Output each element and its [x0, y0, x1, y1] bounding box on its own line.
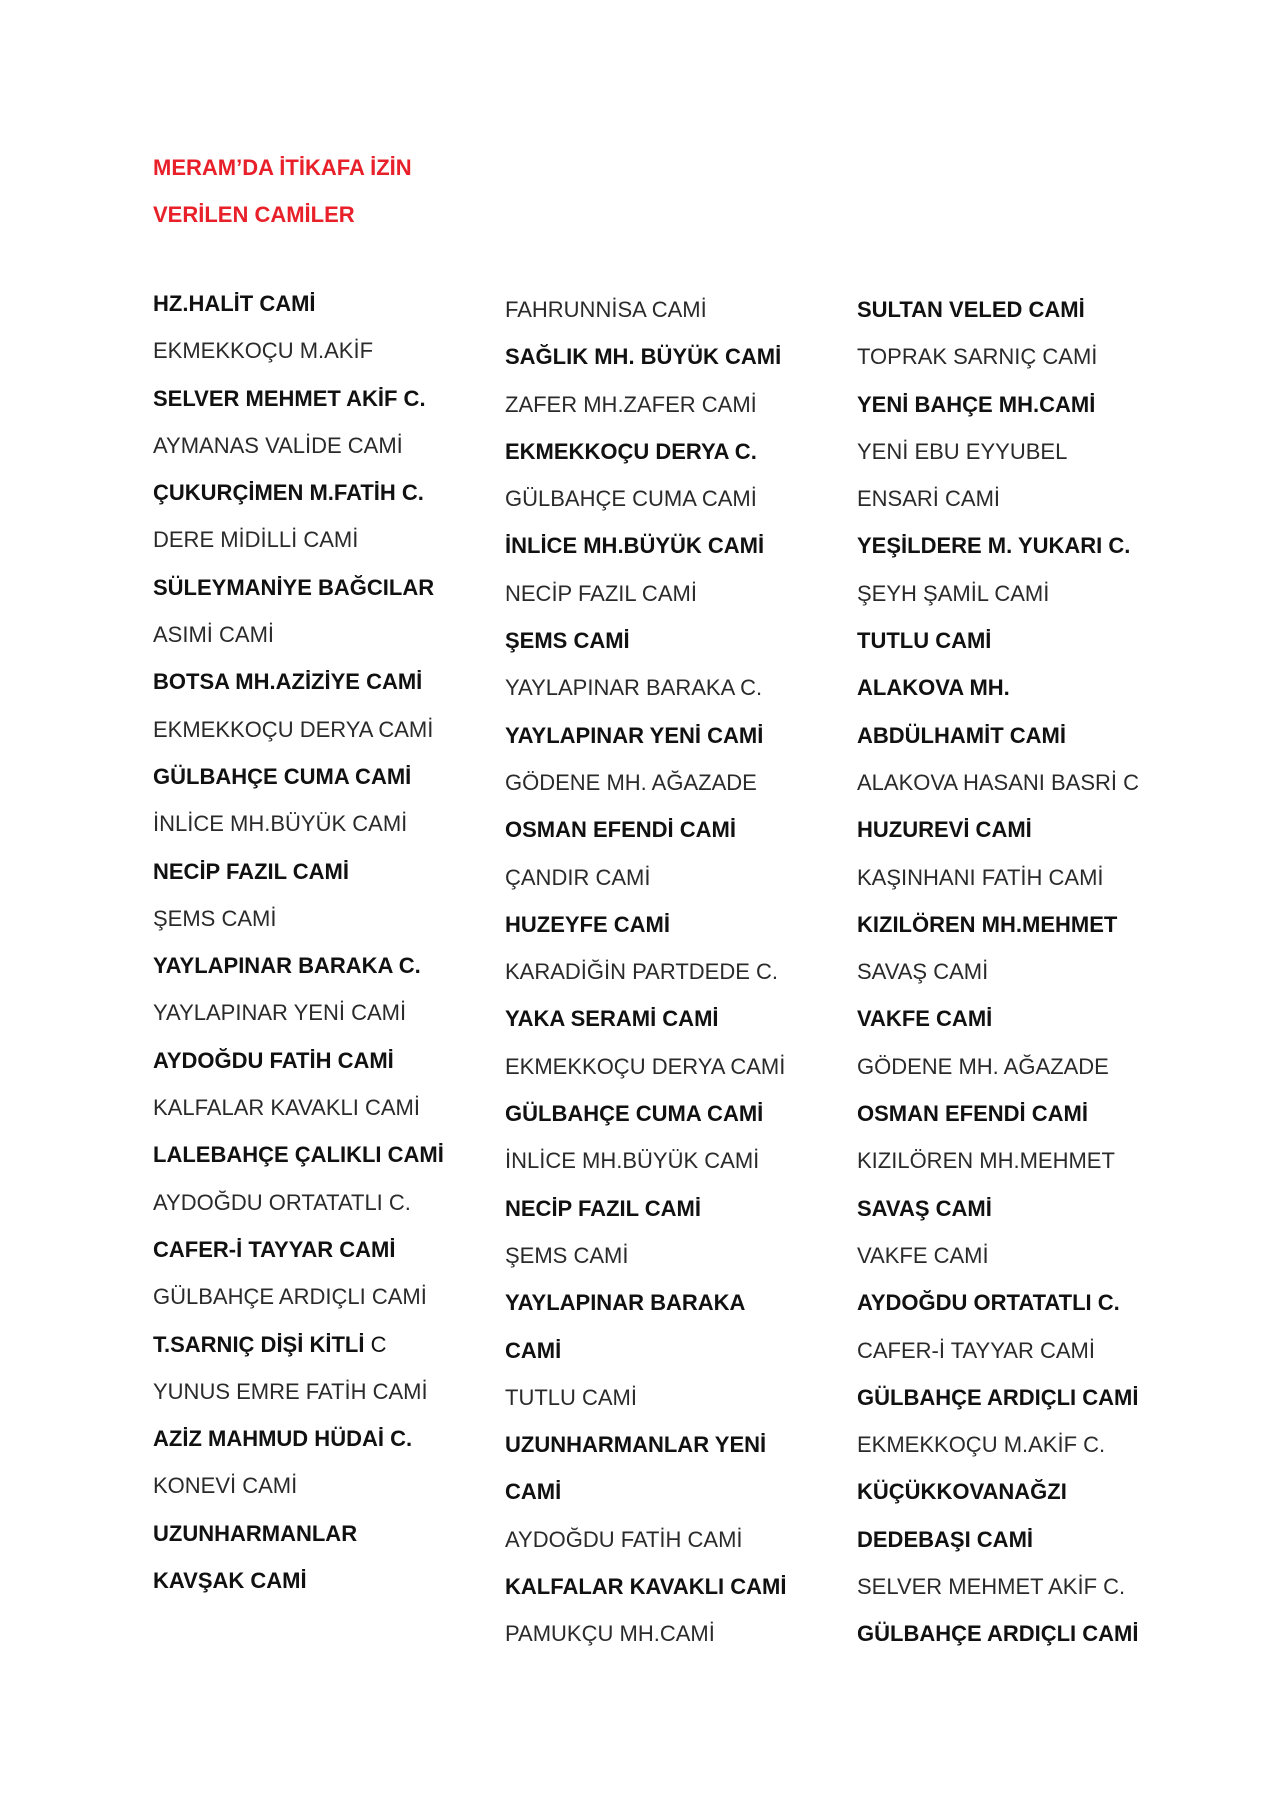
mosque-name: CAFER-İ TAYYAR CAMİ [153, 1236, 396, 1262]
mosque-name: KÜÇÜKKOVANAĞZI [857, 1479, 1067, 1505]
mosque-list-column-2 [505, 296, 835, 1668]
mosque-name: AZİZ MAHMUD HÜDAİ C. [153, 1426, 413, 1452]
mosque-name: GÜLBAHÇE CUMA CAMİ [153, 763, 412, 789]
mosque-list-item [857, 674, 1187, 721]
mosque-name: İNLİCE MH.BÜYÜK CAMİ [505, 533, 765, 559]
mosque-list-item [857, 816, 1187, 863]
mosque-name: KAŞINHANI FATİH CAMİ [857, 864, 1104, 890]
mosque-name: İNLİCE MH.BÜYÜK CAMİ [153, 811, 408, 837]
mosque-list-item [153, 1331, 483, 1378]
mosque-name: UZUNHARMANLAR YENİ [505, 1432, 767, 1458]
mosque-list-item [153, 999, 483, 1046]
mosque-list-item [857, 769, 1187, 816]
mosque-name: ABDÜLHAMİT CAMİ [857, 722, 1066, 748]
mosque-list-item [153, 526, 483, 573]
mosque-name: KIZILÖREN MH.MEHMET [857, 1148, 1115, 1174]
mosque-name: KIZILÖREN MH.MEHMET [857, 911, 1118, 937]
mosque-list-item [857, 722, 1187, 769]
mosque-list-item [857, 1100, 1187, 1147]
mosque-list-item [153, 1141, 483, 1188]
mosque-name: EKMEKKOÇU DERYA CAMİ [505, 1053, 786, 1079]
mosque-list-item [505, 1526, 835, 1573]
mosque-list-item [857, 296, 1187, 343]
mosque-name: SELVER MEHMET AKİF C. [857, 1574, 1126, 1600]
mosque-name: AYDOĞDU ORTATATLI C. [153, 1189, 411, 1215]
mosque-list-item [857, 343, 1187, 390]
mosque-name: GÜLBAHÇE CUMA CAMİ [505, 1101, 764, 1127]
mosque-list-column-3 [857, 296, 1187, 1668]
mosque-list-item [505, 1053, 835, 1100]
mosque-name: YENİ BAHÇE MH.CAMİ [857, 391, 1096, 417]
page-title-line-1: MERAM’DA İTİKAFA İZİN [153, 155, 412, 180]
mosque-name: YEŞİLDERE M. YUKARI C. [857, 533, 1131, 559]
mosque-name: VAKFE CAMİ [857, 1242, 989, 1268]
mosque-list-item [857, 391, 1187, 438]
mosque-name: KALFALAR KAVAKLI CAMİ [153, 1095, 420, 1121]
mosque-name: ŞEMS CAMİ [153, 905, 277, 931]
mosque-list-item [505, 722, 835, 769]
mosque-list-item [153, 668, 483, 715]
mosque-name: NECİP FAZIL CAMİ [505, 1195, 701, 1221]
mosque-list-item [857, 1195, 1187, 1242]
mosque-name: YAYLAPINAR BARAKA [505, 1290, 746, 1316]
mosque-name: ŞEMS CAMİ [505, 1242, 629, 1268]
mosque-list-item [857, 911, 1187, 958]
mosque-name: HUZUREVİ CAMİ [857, 817, 1032, 843]
mosque-list-item [505, 627, 835, 674]
mosque-list-item [153, 1472, 483, 1519]
mosque-list-item [505, 391, 835, 438]
mosque-name: TUTLU CAMİ [505, 1384, 637, 1410]
mosque-list-item [153, 1094, 483, 1141]
mosque-name: AYDOĞDU FATİH CAMİ [505, 1526, 743, 1552]
mosque-list-item [153, 858, 483, 905]
mosque-name: GÜLBAHÇE CUMA CAMİ [505, 486, 757, 512]
mosque-list-column-1 [153, 290, 483, 1614]
mosque-name: GÜLBAHÇE ARDIÇLI CAMİ [153, 1284, 427, 1310]
mosque-list-item [857, 1620, 1187, 1667]
mosque-name: YAYLAPINAR YENİ CAMİ [153, 1000, 407, 1026]
mosque-name: GÖDENE MH. AĞAZADE [505, 769, 757, 795]
mosque-list-item [857, 958, 1187, 1005]
mosque-list-item [505, 438, 835, 485]
mosque-list-item [505, 1620, 835, 1667]
mosque-list-item [505, 532, 835, 579]
mosque-list-item [505, 1384, 835, 1431]
mosque-list-item [505, 816, 835, 863]
mosque-name: ŞEYH ŞAMİL CAMİ [857, 580, 1050, 606]
mosque-name: EKMEKKOÇU DERYA CAMİ [153, 716, 434, 742]
mosque-name: HUZEYFE CAMİ [505, 911, 670, 937]
mosque-name: EKMEKKOÇU M.AKİF [153, 338, 374, 364]
mosque-name: OSMAN EFENDİ CAMİ [857, 1101, 1088, 1127]
mosque-list-item [505, 296, 835, 343]
mosque-list-item [153, 290, 483, 337]
mosque-list-item [153, 1236, 483, 1283]
mosque-name: T.SARNIÇ DİŞİ KİTLİ [153, 1331, 365, 1357]
mosque-list-item [153, 905, 483, 952]
mosque-list-item [153, 763, 483, 810]
mosque-name: İNLİCE MH.BÜYÜK CAMİ [505, 1148, 760, 1174]
mosque-name: NECİP FAZIL CAMİ [153, 858, 349, 884]
mosque-list-item [153, 1283, 483, 1330]
mosque-list-item [505, 485, 835, 532]
mosque-list-item [505, 1100, 835, 1147]
mosque-list-item [153, 716, 483, 763]
mosque-list-item [505, 911, 835, 958]
mosque-name: KAVŞAK CAMİ [153, 1568, 307, 1594]
mosque-name: TOPRAK SARNIÇ CAMİ [857, 344, 1098, 370]
mosque-list-item [153, 1520, 483, 1567]
mosque-list-item [153, 385, 483, 432]
mosque-name: KARADİĞİN PARTDEDE C. [505, 959, 779, 985]
mosque-list-item [153, 337, 483, 384]
mosque-name: AYDOĞDU ORTATATLI C. [857, 1290, 1120, 1316]
mosque-list-item [857, 532, 1187, 579]
mosque-name: NECİP FAZIL CAMİ [505, 580, 697, 606]
mosque-list-item [857, 1147, 1187, 1194]
mosque-list-item [857, 580, 1187, 627]
mosque-list-item [505, 1573, 835, 1620]
mosque-name-suffix: C [364, 1331, 387, 1357]
mosque-name: YUNUS EMRE FATİH CAMİ [153, 1378, 428, 1404]
mosque-list-item [505, 580, 835, 627]
page-title-line-2: VERİLEN CAMİLER [153, 202, 355, 227]
mosque-list-item [153, 621, 483, 668]
mosque-list-item [857, 1384, 1187, 1431]
mosque-list-item [857, 1526, 1187, 1573]
mosque-name: YENİ EBU EYYUBEL [857, 438, 1068, 464]
mosque-name: CAFER-İ TAYYAR CAMİ [857, 1337, 1095, 1363]
mosque-list-item [505, 1478, 835, 1525]
mosque-list-item [857, 1573, 1187, 1620]
mosque-list-item [153, 1567, 483, 1614]
mosque-list-item [153, 810, 483, 857]
mosque-list-item [857, 1337, 1187, 1384]
mosque-name: YAYLAPINAR BARAKA C. [505, 675, 763, 701]
mosque-list-item [857, 1005, 1187, 1052]
mosque-name: GÜLBAHÇE ARDIÇLI CAMİ [857, 1621, 1139, 1647]
mosque-list-item [505, 1289, 835, 1336]
mosque-list-item [505, 1147, 835, 1194]
mosque-list-item [153, 1189, 483, 1236]
mosque-name: FAHRUNNİSA CAMİ [505, 297, 707, 322]
mosque-name: ÇANDIR CAMİ [505, 864, 651, 890]
mosque-name: SELVER MEHMET AKİF C. [153, 385, 426, 411]
mosque-name: AYMANAS VALİDE CAMİ [153, 432, 403, 458]
mosque-name: ENSARİ CAMİ [857, 486, 1001, 512]
mosque-list-item [857, 1431, 1187, 1478]
mosque-name: TUTLU CAMİ [857, 628, 992, 654]
mosque-list-item [857, 1242, 1187, 1289]
mosque-name: ÇUKURÇİMEN M.FATİH C. [153, 480, 424, 506]
mosque-name: YAYLAPINAR YENİ CAMİ [505, 722, 764, 748]
mosque-list-item [857, 438, 1187, 485]
mosque-name: ZAFER MH.ZAFER CAMİ [505, 391, 757, 417]
mosque-list-item [505, 1431, 835, 1478]
mosque-name: SÜLEYMANİYE BAĞCILAR [153, 574, 435, 600]
mosque-name: HZ.HALİT CAMİ [153, 291, 316, 316]
mosque-list-item [857, 485, 1187, 532]
mosque-name: BOTSA MH.AZİZİYE CAMİ [153, 669, 423, 695]
mosque-list-item [153, 1378, 483, 1425]
mosque-name: OSMAN EFENDİ CAMİ [505, 817, 736, 843]
mosque-name: UZUNHARMANLAR [153, 1520, 358, 1546]
mosque-name: KALFALAR KAVAKLI CAMİ [505, 1574, 787, 1600]
mosque-list-item [505, 864, 835, 911]
mosque-name: VAKFE CAMİ [857, 1006, 993, 1032]
mosque-name: SAVAŞ CAMİ [857, 959, 989, 985]
mosque-list-item [857, 627, 1187, 674]
mosque-list-item [505, 674, 835, 721]
mosque-name: DERE MİDİLLİ CAMİ [153, 527, 359, 553]
mosque-name: AYDOĞDU FATİH CAMİ [153, 1047, 394, 1073]
mosque-name: EKMEKKOÇU M.AKİF C. [857, 1432, 1106, 1458]
mosque-name: ASIMİ CAMİ [153, 622, 275, 648]
mosque-name: CAMİ [505, 1479, 562, 1505]
mosque-name: SULTAN VELED CAMİ [857, 297, 1085, 322]
mosque-list-item [857, 864, 1187, 911]
mosque-name: ALAKOVA HASANI BASRİ C [857, 769, 1140, 795]
mosque-list-item [153, 479, 483, 526]
mosque-list-item [505, 1195, 835, 1242]
mosque-name: SAĞLIK MH. BÜYÜK CAMİ [505, 344, 782, 370]
mosque-name: DEDEBAŞI CAMİ [857, 1526, 1034, 1552]
mosque-name: ŞEMS CAMİ [505, 628, 630, 654]
mosque-list-item [505, 958, 835, 1005]
mosque-list-item [153, 1047, 483, 1094]
mosque-list-item [153, 432, 483, 479]
mosque-list-item [857, 1053, 1187, 1100]
mosque-name: EKMEKKOÇU DERYA C. [505, 438, 757, 464]
mosque-name: ALAKOVA MH. [857, 675, 1010, 701]
mosque-list-item [505, 343, 835, 390]
mosque-name: PAMUKÇU MH.CAMİ [505, 1621, 715, 1647]
mosque-list-item [857, 1289, 1187, 1336]
mosque-list-item [153, 574, 483, 621]
mosque-name: GÖDENE MH. AĞAZADE [857, 1053, 1109, 1079]
mosque-name: YAKA SERAMİ CAMİ [505, 1006, 719, 1032]
mosque-list-item [505, 1005, 835, 1052]
mosque-list-item [153, 952, 483, 999]
mosque-list-item [505, 1337, 835, 1384]
mosque-list-item [505, 1242, 835, 1289]
mosque-name: GÜLBAHÇE ARDIÇLI CAMİ [857, 1384, 1139, 1410]
mosque-name: SAVAŞ CAMİ [857, 1195, 992, 1221]
mosque-list-item [505, 769, 835, 816]
mosque-name: LALEBAHÇE ÇALIKLI CAMİ [153, 1142, 444, 1168]
mosque-list-item [857, 1478, 1187, 1525]
mosque-name: YAYLAPINAR BARAKA C. [153, 953, 421, 979]
mosque-list-item [153, 1425, 483, 1472]
mosque-name: CAMİ [505, 1337, 562, 1363]
mosque-name: KONEVİ CAMİ [153, 1473, 298, 1499]
